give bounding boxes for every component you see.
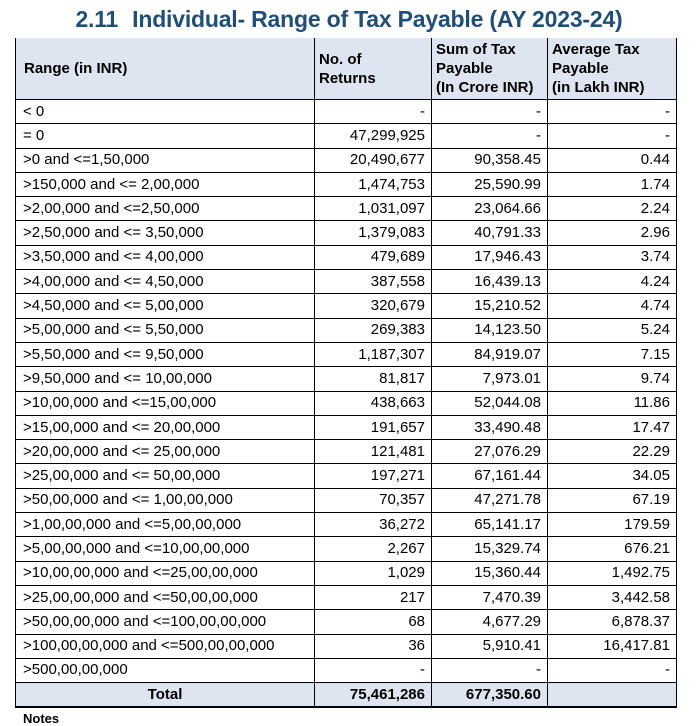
avg-tax-cell: 16,417.81: [548, 634, 677, 658]
range-cell: >2,50,000 and <= 3,50,000: [16, 221, 315, 245]
sum-tax-cell: 5,910.41: [432, 634, 548, 658]
section-number: 2.11: [75, 6, 119, 32]
table-row: [16, 610, 677, 634]
range-cell: >2,00,000 and <=2,50,000: [16, 197, 315, 221]
range-cell: >25,00,000 and <= 50,00,000: [16, 464, 315, 488]
table-row: [16, 440, 677, 464]
range-cell: >5,00,00,000 and <=10,00,00,000: [16, 537, 315, 561]
sum-tax-cell: 90,358.45: [432, 148, 548, 172]
table-row: [16, 270, 677, 294]
sum-tax-cell: 25,590.99: [432, 172, 548, 196]
returns-cell: 479,689: [315, 245, 432, 269]
sum-tax-cell: 65,141.17: [432, 513, 548, 537]
returns-cell: 47,299,925: [315, 124, 432, 148]
range-cell: >25,00,00,000 and <=50,00,00,000: [16, 585, 315, 609]
returns-cell: 1,474,753: [315, 172, 432, 196]
sum-tax-cell: 33,490.48: [432, 415, 548, 439]
sum-tax-cell: 15,210.52: [432, 294, 548, 318]
sum-tax-cell: -: [432, 124, 548, 148]
avg-tax-cell: 676.21: [548, 537, 677, 561]
range-cell: < 0: [16, 100, 315, 124]
sum-tax-cell: -: [432, 658, 548, 682]
returns-cell: 36,272: [315, 513, 432, 537]
range-cell: >9,50,000 and <= 10,00,000: [16, 367, 315, 391]
avg-tax-cell: 0.44: [548, 148, 677, 172]
sum-tax-cell: 27,076.29: [432, 440, 548, 464]
sum-tax-cell: 23,064.66: [432, 197, 548, 221]
sum-tax-cell: -: [432, 100, 548, 124]
total-row: [16, 683, 677, 708]
sum-tax-cell: 17,946.43: [432, 245, 548, 269]
avg-tax-cell: 6,878.37: [548, 610, 677, 634]
avg-tax-cell: 2.96: [548, 221, 677, 245]
total-label: Total: [16, 683, 315, 708]
table-row: [16, 342, 677, 366]
title-text: Individual- Range of Tax Payable (AY 2023-24): [132, 6, 623, 32]
range-cell: >3,50,000 and <= 4,00,000: [16, 245, 315, 269]
returns-cell: -: [315, 658, 432, 682]
avg-tax-cell: 22.29: [548, 440, 677, 464]
sum-tax-cell: 47,271.78: [432, 488, 548, 512]
range-cell: >500,00,00,000: [16, 658, 315, 682]
table-row: [16, 634, 677, 658]
avg-tax-cell: 4.24: [548, 270, 677, 294]
header-range: Range (in INR): [16, 38, 315, 100]
avg-tax-cell: 7.15: [548, 342, 677, 366]
avg-tax-cell: -: [548, 100, 677, 124]
returns-cell: 81,817: [315, 367, 432, 391]
table-row: [16, 100, 677, 124]
range-cell: >4,00,000 and <= 4,50,000: [16, 270, 315, 294]
avg-tax-cell: 3,442.58: [548, 585, 677, 609]
range-cell: >50,00,00,000 and <=100,00,00,000: [16, 610, 315, 634]
avg-tax-cell: 1,492.75: [548, 561, 677, 585]
table-row: [16, 221, 677, 245]
avg-tax-cell: 67.19: [548, 488, 677, 512]
notes-label: Notes: [23, 711, 60, 726]
returns-cell: 20,490,677: [315, 148, 432, 172]
table-row: [16, 197, 677, 221]
avg-tax-cell: 11.86: [548, 391, 677, 415]
range-cell: >15,00,000 and <= 20,00,000: [16, 415, 315, 439]
table-header-row: [16, 38, 677, 100]
returns-cell: 438,663: [315, 391, 432, 415]
table-row: [16, 318, 677, 342]
returns-cell: 70,357: [315, 488, 432, 512]
returns-cell: 1,187,307: [315, 342, 432, 366]
total-avg-tax: [548, 683, 677, 708]
avg-tax-cell: -: [548, 124, 677, 148]
returns-cell: 121,481: [315, 440, 432, 464]
table-row: [16, 585, 677, 609]
table-row: [16, 367, 677, 391]
returns-cell: 1,379,083: [315, 221, 432, 245]
header-returns: No. of Returns: [315, 38, 432, 100]
tax-range-table: [15, 38, 677, 708]
range-cell: >5,50,000 and <= 9,50,000: [16, 342, 315, 366]
header-avg-tax: Average Tax Payable (in Lakh INR): [548, 38, 677, 100]
avg-tax-cell: 2.24: [548, 197, 677, 221]
range-cell: >150,000 and <= 2,00,000: [16, 172, 315, 196]
sum-tax-cell: 16,439.13: [432, 270, 548, 294]
table-row: [16, 415, 677, 439]
sum-tax-cell: 67,161.44: [432, 464, 548, 488]
range-cell: >50,00,000 and <= 1,00,00,000: [16, 488, 315, 512]
returns-cell: 191,657: [315, 415, 432, 439]
total-sum-tax: 677,350.60: [432, 683, 548, 708]
avg-tax-cell: 3.74: [548, 245, 677, 269]
range-cell: >1,00,00,000 and <=5,00,00,000: [16, 513, 315, 537]
returns-cell: 1,029: [315, 561, 432, 585]
returns-cell: -: [315, 100, 432, 124]
range-cell: >0 and <=1,50,000: [16, 148, 315, 172]
sum-tax-cell: 4,677.29: [432, 610, 548, 634]
header-sum-tax: Sum of Tax Payable (In Crore INR): [432, 38, 548, 100]
sum-tax-cell: 14,123.50: [432, 318, 548, 342]
sum-tax-cell: 52,044.08: [432, 391, 548, 415]
table-row: [16, 464, 677, 488]
table-row: [16, 488, 677, 512]
table-row: [16, 245, 677, 269]
sum-tax-cell: 15,360.44: [432, 561, 548, 585]
range-cell: >100,00,00,000 and <=500,00,00,000: [16, 634, 315, 658]
table-row: [16, 561, 677, 585]
range-cell: >10,00,00,000 and <=25,00,00,000: [16, 561, 315, 585]
sum-tax-cell: 7,470.39: [432, 585, 548, 609]
sum-tax-cell: 40,791.33: [432, 221, 548, 245]
sum-tax-cell: 84,919.07: [432, 342, 548, 366]
table-row: [16, 537, 677, 561]
range-cell: >20,00,000 and <= 25,00,000: [16, 440, 315, 464]
avg-tax-cell: 34.05: [548, 464, 677, 488]
avg-tax-cell: 179.59: [548, 513, 677, 537]
returns-cell: 197,271: [315, 464, 432, 488]
table-row: [16, 148, 677, 172]
sum-tax-cell: 15,329.74: [432, 537, 548, 561]
returns-cell: 36: [315, 634, 432, 658]
page-title: [0, 6, 698, 33]
avg-tax-cell: 4.74: [548, 294, 677, 318]
range-cell: >4,50,000 and <= 5,00,000: [16, 294, 315, 318]
table-row: [16, 391, 677, 415]
avg-tax-cell: 1.74: [548, 172, 677, 196]
returns-cell: 68: [315, 610, 432, 634]
returns-cell: 269,383: [315, 318, 432, 342]
table-row: [16, 294, 677, 318]
range-cell: >10,00,000 and <=15,00,000: [16, 391, 315, 415]
returns-cell: 320,679: [315, 294, 432, 318]
avg-tax-cell: -: [548, 658, 677, 682]
returns-cell: 2,267: [315, 537, 432, 561]
table-row: [16, 124, 677, 148]
returns-cell: 387,558: [315, 270, 432, 294]
avg-tax-cell: 17.47: [548, 415, 677, 439]
avg-tax-cell: 5.24: [548, 318, 677, 342]
sum-tax-cell: 7,973.01: [432, 367, 548, 391]
avg-tax-cell: 9.74: [548, 367, 677, 391]
table-row: [16, 513, 677, 537]
table-row: [16, 658, 677, 682]
range-cell: >5,00,000 and <= 5,50,000: [16, 318, 315, 342]
returns-cell: 217: [315, 585, 432, 609]
total-returns: 75,461,286: [315, 683, 432, 708]
returns-cell: 1,031,097: [315, 197, 432, 221]
table-row: [16, 172, 677, 196]
range-cell: = 0: [16, 124, 315, 148]
